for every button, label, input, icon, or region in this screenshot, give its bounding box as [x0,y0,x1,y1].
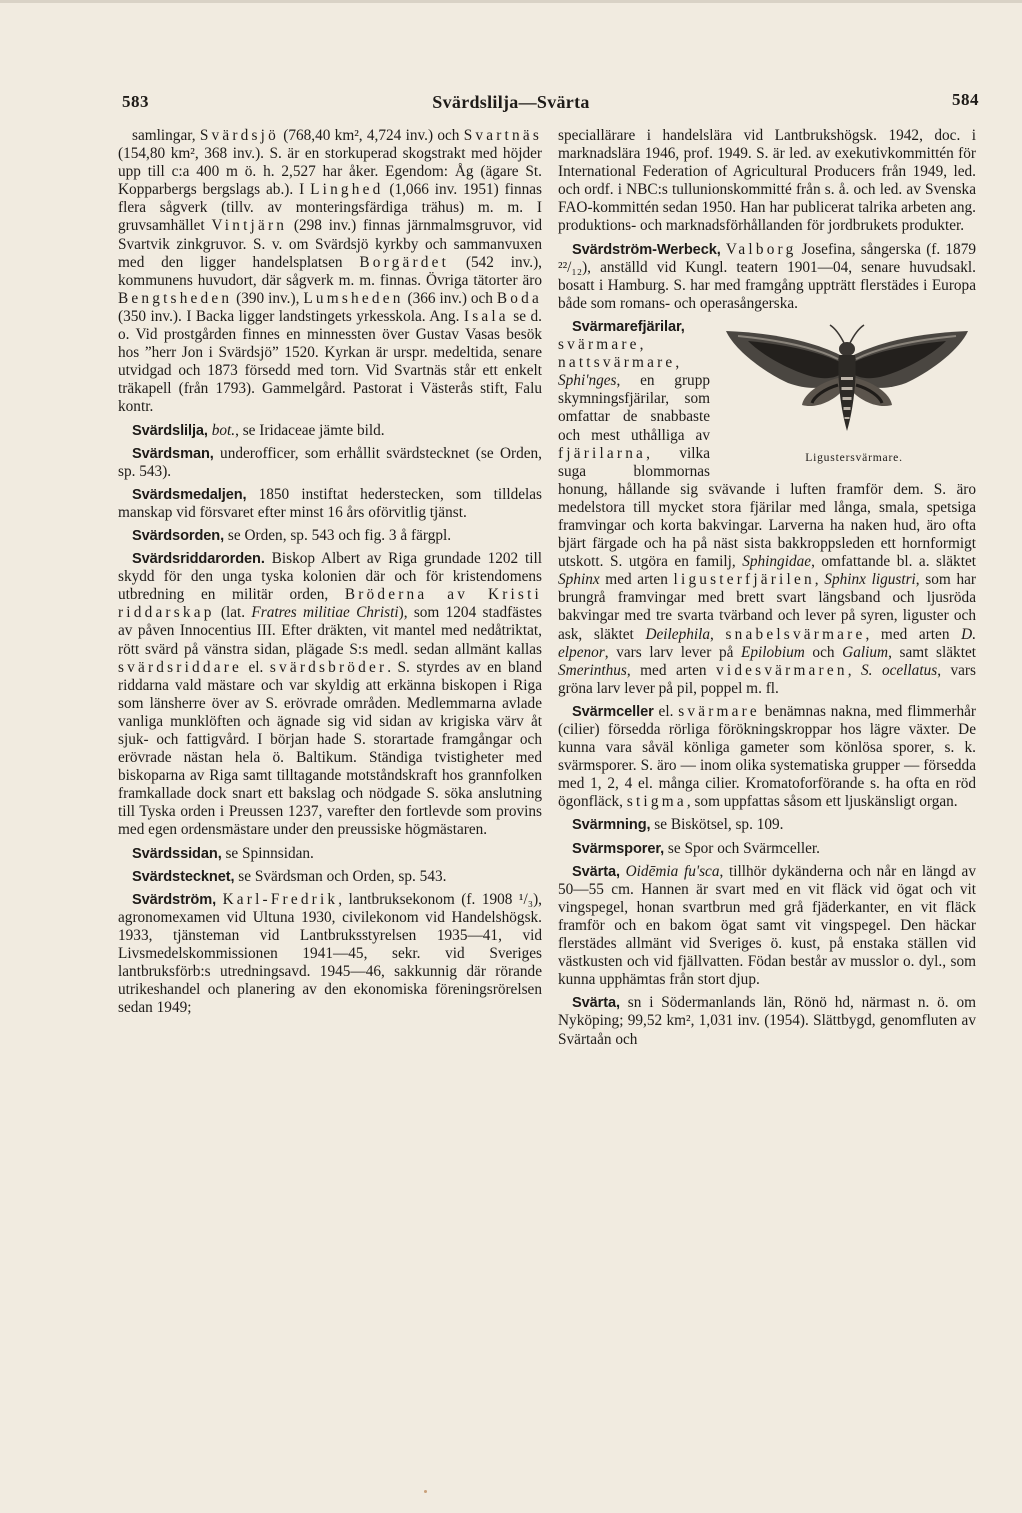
entry-text: (366 inv.) och [403,289,497,307]
entry-text: samlingar, [132,127,200,144]
entry-text: Josefina, sångerska (f. 1879 ²²/₁₂), anställd vid Kungl. teatern 1901—04, senare huvudsakl. bosatt i Hamburg. S. har med framgång uppträtt flerstädes i Europa både som romans- och operasångerska. [558,240,976,312]
entry-text: se Spor och Svärmceller. [664,839,820,857]
entry-headword: Svärta, [572,995,620,1012]
italic-term: Sphinx ligustri [824,571,916,589]
right-column [558,127,976,1054]
italic-term: Sphinx [558,571,600,589]
entry-paragraph [558,994,976,1048]
entry-text: , [814,571,825,589]
italic-term: Deilephila [645,625,711,643]
entry-headword: Svärdssidan, [132,845,222,862]
entry-text: , med arten [626,661,717,679]
spaced-term: Linghed [310,181,384,199]
entry-text: 1850 instiftat hederstecken, som tilldelas manskap vid försvaret efter minst 16 års oförvitlig tjänst. [118,485,542,521]
entry-paragraph [118,845,542,863]
entry-headword: Svärmsporer, [572,840,665,857]
italic-term: Galium [842,643,889,661]
entry-headword: Svärdsman, [132,445,214,462]
page-number-left: 583 [122,92,149,111]
entry-text: (542 inv.), kommunens huvudort, där sågverk m. m. finnas. Övriga tätorter äro [118,253,542,289]
spaced-term: svärdsbröder [269,658,388,676]
entry-headword: Svärdström-Werbeck, [572,241,721,258]
entry-text: , [710,625,726,643]
italic-term: Smerinthus [558,661,627,679]
entry-text: och [804,643,843,661]
spaced-term: Karl-Fredrik [222,890,339,908]
figure-caption: Ligustersvärmare. [805,450,903,464]
entry-text: , tillhör dykänderna och når en längd av 50—55 cm. Hannen är svart med en vit fläck vid ögat och vit vingspegel, honan svartbrun med grå fjäderkanter, en vit fläck framför och en bakom ögat samt vit vingspegel. Den häckar flerstädes allmänt vid Sveriges ö. kust, på enstaka ställen vid västkusten och vid fjällvatten. Födan består av musslor o. dyl., som kunna upphämtas från stort djup. [558,862,976,989]
spaced-term: Boda [496,289,542,307]
entry-headword: Svärta, [572,863,620,880]
entry-text: (lat. [214,604,252,622]
spaced-term: Svartnäs [463,127,542,144]
italic-term: Sphingidae [742,553,812,571]
entry-text: speciallärare i handelslära vid Lantbrukshögsk. 1942, doc. i marknadslära 1946, prof. 1949. S. är led. av exekutivkommittén för International Federation of Agricultural Producers från 1949, led. och ordf. i NBC:s tullunionskommitté från s. å. och led. av Svenska FAO-kommittén sedan 1950. Han har publicerat talrika arbeten ang. produktions- och marknadsförhållanden för jordbrukets produkter. [558,127,976,235]
entry-headword: Svärdström, [132,891,217,908]
entry-text: (298 inv.) finnas järnmalmsgruvor, vid Svartvik zinkgruvor. S. v. om Svärdsjö kyrkby och sammanvuxen med den ligger handelsplatsen [118,217,542,271]
entry-text: se d. o. Vid prostgården finnes en minnessten över Gustav Vasas besök hos ”herr Jon i Svärdsjö” 1520. Kyrkan är urspr. medeltida, senare utvidgad och 1873 försedd med torn. Vid Svartnäs står ett enkelt träkapell (från 1793). Gammelgård. Pastorat i Västerås stift, Falu kontr. [118,307,542,416]
entry-paragraph [118,550,542,840]
spaced-term: ligusterfjärilen [673,571,815,589]
entry-paragraph [558,318,976,698]
entry-text: , som har brungrå framvingar med brett svart längsband och ljusröda bakvingar med tre svarta tvärband och lever på syren, liguster och ask, släktet [558,571,976,643]
italic-term: Oidēmia fu'sca [625,862,720,880]
entry-text: (154,80 km², 368 inv.). S. är en storkuperad skogstrakt med höjder upp till c:a 400 m ö. h. 2,527 har åker. Egendom: Åg (ägare St. Kopparbergs bergslags ab.). I [118,145,542,199]
entry-text: el. [653,702,679,720]
entry-paragraph [118,527,542,545]
spaced-term: svärdsriddare [118,658,242,676]
entry-text: , omfattande bl. a. släktet [811,553,976,571]
entry-paragraph [558,840,976,858]
entry-paragraph [118,422,542,440]
entry-text: se Svärdsman och Orden, sp. 543. [234,867,447,885]
left-column [118,127,542,1022]
entry-text: , [675,354,680,372]
italic-term: D. elpenor [558,625,977,661]
entry-headword: Svärdsorden, [132,527,225,544]
entry-text: , samt släktet [888,643,976,661]
italic-term: Sphi'nges [558,372,617,390]
entry-text: (1,066 inv. 1951) finnas flera sågverk (tillv. av monteringsfärdiga trähus) m. m. I gruvsamhället [118,181,542,235]
moth-figure [718,319,976,467]
entry-text: se Biskötsel, sp. 109. [650,816,784,834]
entry-text: , som uppfattas såsom ett ljuskänsligt organ. [686,793,958,811]
entry-text: ), som 1204 stadfästes av påven Innocentius III. Efter dräkten, vit mantel med nedåtriktat, rött svärd på vänstra sidan, plägade S:s medl. sedan allmänt kallas [118,604,542,658]
entry-paragraph [118,891,542,1018]
entry-text: sn i Södermanlands län, Rönö hd, närmast n. ö. om Nyköping; 99,52 km², 1,031 inv. (1954). Slättbygd, genomfluten av Svärtaån och [558,994,976,1048]
entry-text: , vars larv lever på [604,643,742,661]
spaced-term: Vintjärn [211,217,288,235]
running-title: Svärdslilja—Svärta [432,92,590,112]
spaced-term: nattsvärmare [558,354,676,372]
italic-term: S. ocellatus [861,661,938,679]
entry-paragraph [118,868,542,886]
spaced-term: stigma [626,793,687,811]
entry-text: se Spinnsidan. [221,844,314,862]
entry-paragraph [558,863,976,990]
entry-paragraph [558,703,976,812]
entry-text: underofficer, som erhållit svärdstecknet (se Orden, sp. 543). [118,444,542,480]
entry-paragraph [558,816,976,834]
entry-text: , en grupp skymningsfjärilar, som omfattar de snabbaste och mest uthålliga av [558,372,710,444]
entry-headword: Svärdsriddarorden. [132,551,265,568]
entry-text: . S. styrdes av en bland riddarna vald mästare och var skyldig att erkänna biskopen i Riga som länsherre över av S. erövrade områden. Medlemmarna avlade vanliga munklöften och ägnade sig vid sidan av krigiska värv åt sjuk- och fattigvård. I början hade S. storartade framgångar och erövrade nästan hela ö. Baltikum. Ständiga tvistigheter med biskoparna av Riga samt tilltagande motståndskraft hos grannfolken framkallade dock snart ett bakslag och nödgade S. söka anslutning till Tyska orden i Preussen 1237, varefter den fortlevde som provins med egen ordensmästare under den preussiske högmästaren. [118,658,542,839]
entry-text: (350 inv.). I Backa ligger landstingets yrkesskola. Ang. [118,307,464,325]
spaced-term: svärmare [558,336,640,354]
italic-term: Epilobium [741,643,805,661]
spaced-term: Valborg [725,240,797,258]
spaced-term: Lumsheden [303,289,404,307]
entry-text: , lantbruksekonom (f. 1908 ¹/₃), agronomexamen vid Ultuna 1930, civilekonom vid Handelshögsk. 1933, tjänsteman vid Lantbruksstyrelsen 1935—41, vid Livsmedelskommissionen 1941—45, sekr. vid Sveriges lantbruksförb:s utredningsavd. 1945—46, sakkunnig där rörande utrikeshandel och planering av den ekonomiska föreningsrörelsen sedan 1949; [118,890,542,1017]
italic-term: Fratres militiae Christi [251,604,399,622]
entry-headword: Svärmceller [572,703,654,720]
entry-text: , med arten [865,625,962,643]
italic-term: bot. [211,421,236,439]
entry-text: , vars gröna larv lever på pil, poppel m. fl. [558,661,976,697]
entry-text: el. [242,658,270,676]
entry-headword: Svärdslilja, [132,422,208,439]
paper-speck [424,1490,427,1493]
page-number-right: 584 [952,90,979,109]
entry-paragraph [558,241,976,313]
entry-text: , [639,336,644,354]
entry-text: Biskop Albert av Riga grundade 1202 till skydd för den unga tyska kolonien där och för kristendomens utbredning en militär orden, [118,550,542,604]
spaced-term: Isala [463,307,509,325]
spaced-term: svärmare [678,702,760,720]
entry-headword: Svärdstecknet, [132,868,235,885]
moth-illustration [718,319,976,439]
entry-text: se Orden, sp. 543 och fig. 3 å färgpl. [224,526,452,544]
entry-text: , vilka suga blommornas honung, hållande sig svävande i luften framför dem. S. äro medelstora till mycket stora fjärilar med långa, smala, spetsiga framvingar och korta bakvingar. Larverna ha naken hud, äro ofta bjärt färgade och ha på näst sista bakkroppsleden ett hornformigt utskott. S. utgöra en familj, [558,444,976,571]
spaced-term: fjärilarna [558,444,647,462]
entry-text: med arten [599,571,674,589]
spaced-term: videsvärmaren [716,661,848,679]
spaced-term: Bröderna av Kristi riddarskap [118,586,542,622]
entry-text: , [847,661,861,679]
spaced-term: snabelsvärmare [725,625,866,643]
entry-paragraph [558,127,976,236]
entry-headword: Svärdsmedaljen, [132,486,247,503]
entry-text: , se Iridaceae jämte bild. [235,421,385,439]
entry-headword: Svärmarefjärilar, [572,318,685,335]
spaced-term: Borgärdet [359,253,450,271]
spaced-term: Bengtsheden [118,289,233,307]
entry-text: (390 inv.), [232,289,304,307]
entry-paragraph [118,127,542,417]
entry-paragraph [118,445,542,481]
entry-text: (768,40 km², 4,724 inv.) och [278,127,464,144]
top-edge [0,0,1022,3]
entry-headword: Svärmning, [572,817,651,834]
entry-text: benämnas nakna, med flimmerhår (cilier) försedda rörliga förökningskroppar hos lägre växter. De kunna vara såväl könliga gameter som könlösa sporer, s. k. svärmsporer. S. äro — inom olika systematiska grupper — försedda med 1, 2, 4 el. många cilier. Kromatoforförande s. ha ofta en röd ögonfläck, [558,702,977,811]
spaced-term: Svärdsjö [199,127,279,144]
entry-paragraph [118,486,542,522]
